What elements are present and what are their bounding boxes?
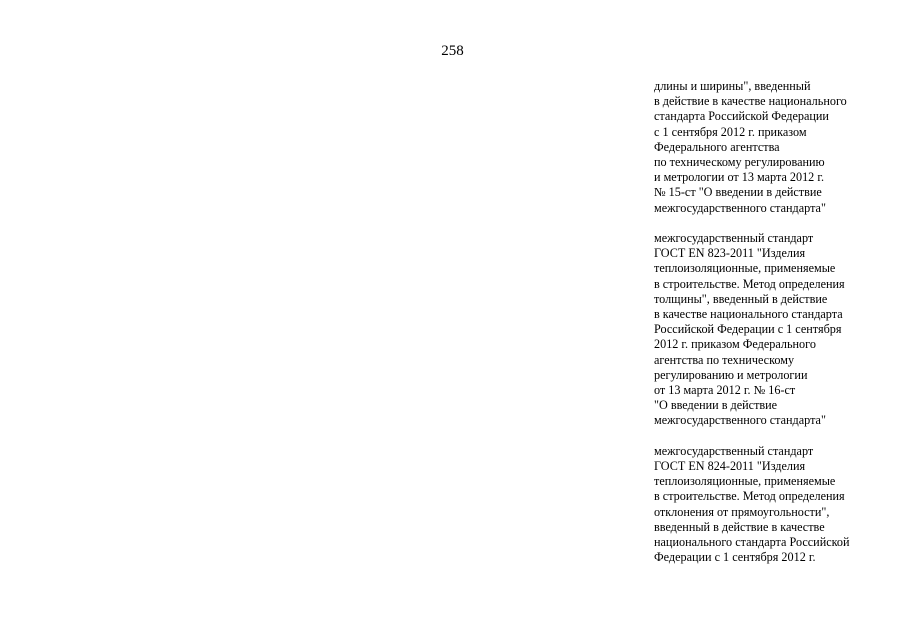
- text-line: стандарта Российской Федерации: [654, 109, 829, 124]
- text-line: и метрологии от 13 марта 2012 г.: [654, 170, 824, 185]
- text-block-continuation: [654, 79, 894, 216]
- text-line: от 13 марта 2012 г. № 16-ст: [654, 383, 796, 398]
- text-line: межгосударственный стандарт: [654, 443, 814, 458]
- text-line: теплоизоляционные, применяемые: [654, 261, 836, 276]
- page-number: 258: [441, 43, 464, 59]
- text-line: длины и ширины", введенный: [654, 79, 811, 93]
- text-line: ГОСТ EN 823-2011 "Изделия: [654, 246, 806, 261]
- text-line: теплоизоляционные, применяемые: [654, 474, 836, 489]
- text-line: по техническому регулированию: [654, 155, 825, 170]
- text-line: в качестве национального стандарта: [654, 307, 843, 322]
- text-line: Российской Федерации с 1 сентября: [654, 322, 842, 337]
- text-line: межгосударственный стандарт: [654, 231, 814, 246]
- text-line: толщины", введенный в действие: [654, 291, 828, 306]
- text-line: ГОСТ EN 824-2011 "Изделия: [654, 459, 806, 474]
- text-block-gost-en-824: [654, 444, 894, 566]
- text-line: Федерального агентства: [654, 139, 780, 154]
- text-line: № 15-ст "О введении в действие: [654, 185, 822, 200]
- text-line: регулированию и метрологии: [654, 367, 808, 382]
- text-line: введенный в действие в качестве: [654, 519, 825, 534]
- text-line: межгосударственного стандарта": [654, 200, 826, 215]
- text-line: Федерации с 1 сентября 2012 г.: [654, 550, 816, 565]
- text-line: межгосударственного стандарта": [654, 413, 826, 428]
- document-text-column: [654, 79, 894, 581]
- text-line: национального стандарта Российской: [654, 535, 850, 550]
- text-block-gost-en-823: [654, 231, 894, 429]
- text-line: с 1 сентября 2012 г. приказом: [654, 124, 807, 139]
- text-line: "О введении в действие: [654, 398, 778, 413]
- text-line: в строительстве. Метод определения: [654, 276, 845, 291]
- text-line: отклонения от прямоугольности",: [654, 504, 830, 519]
- text-line: в действие в качестве национального: [654, 94, 847, 109]
- text-line: 2012 г. приказом Федерального: [654, 337, 816, 352]
- text-line: агентства по техническому: [654, 352, 795, 367]
- text-line: в строительстве. Метод определения: [654, 489, 845, 504]
